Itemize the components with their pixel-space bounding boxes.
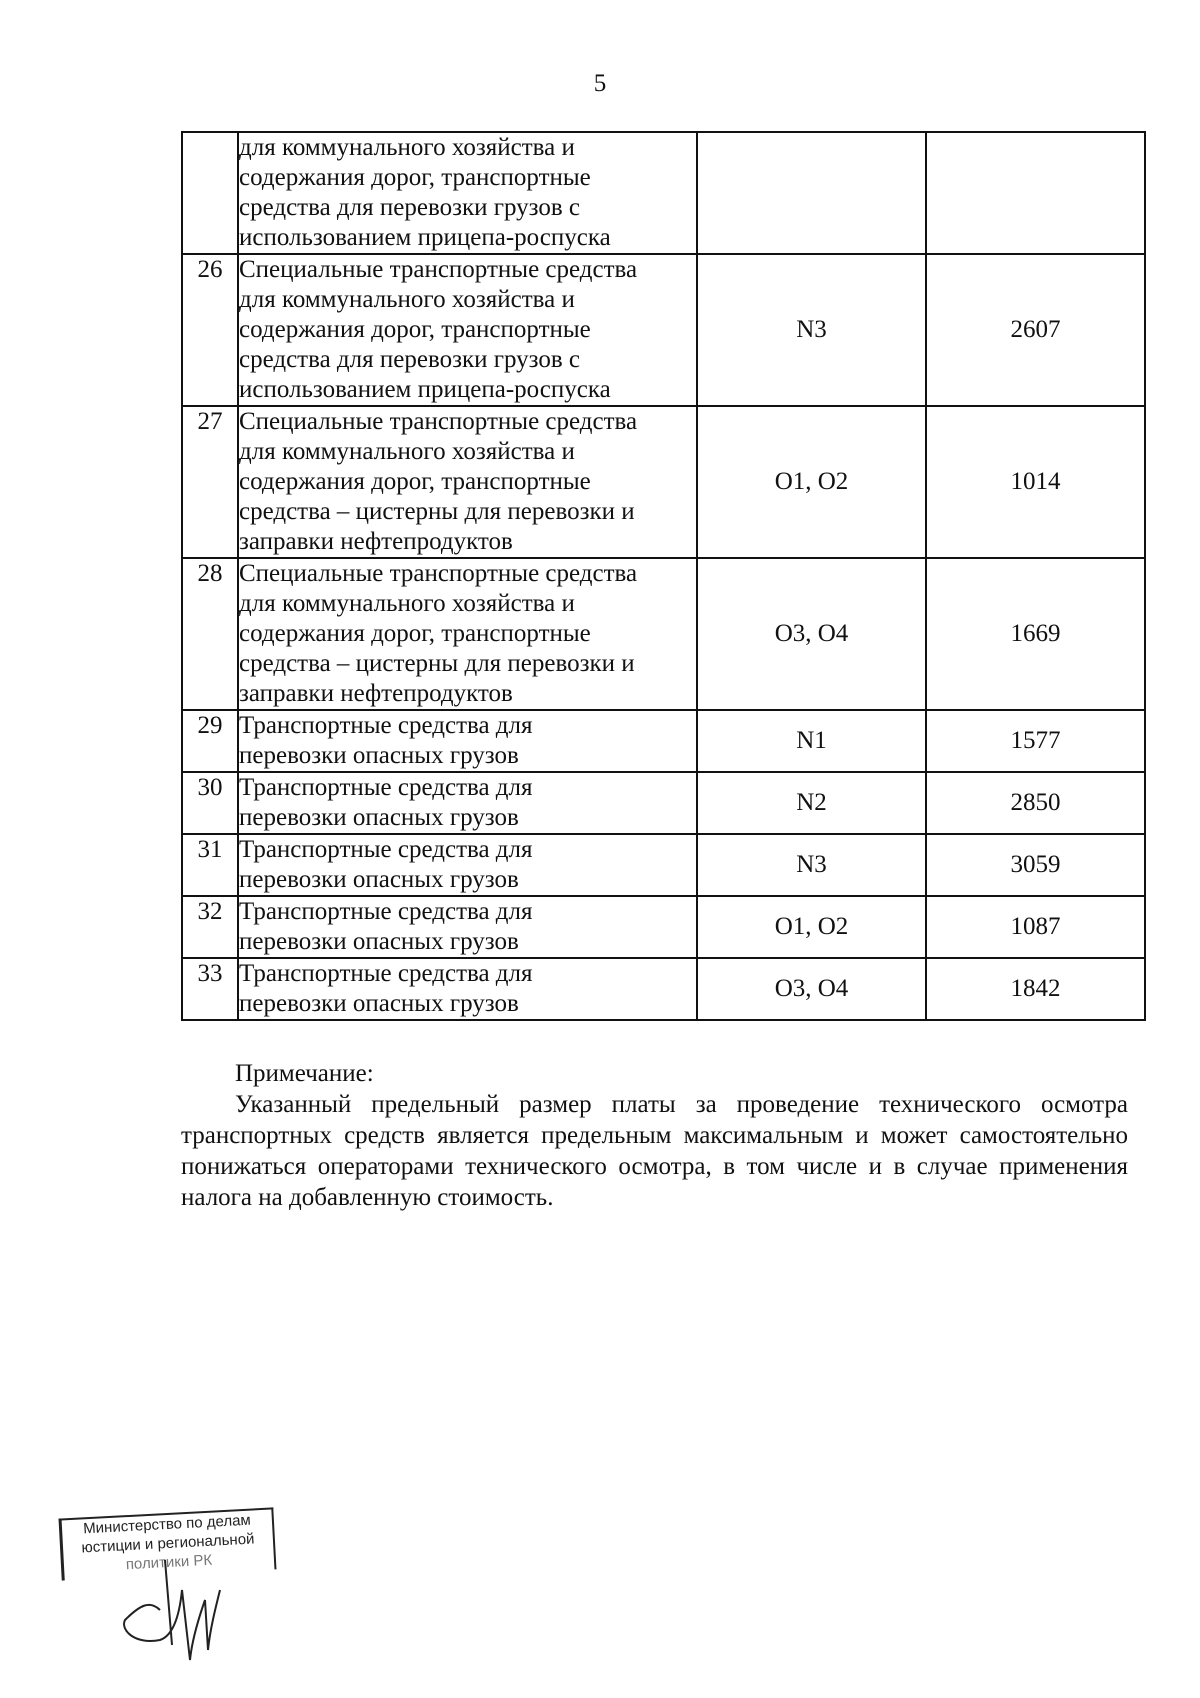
vehicle-type-line: для коммунального хозяйства и	[239, 134, 575, 161]
vehicle-type-cell	[238, 558, 697, 710]
row-number: 33	[182, 958, 238, 1020]
table-row	[182, 772, 1145, 834]
table-row	[182, 958, 1145, 1020]
fee-cell: 2850	[926, 772, 1145, 834]
fee-table-body	[182, 132, 1145, 1020]
vehicle-type-line: средства для перевозки грузов с	[239, 194, 581, 221]
vehicle-type-line: Транспортные средства для	[239, 836, 533, 863]
note-text: Указанный предельный размер платы за проведение технического осмотра транспортных средств является предельным максимальным и может самостоятельно понижаться операторами технического осмотра, в том числе и в случае применения налога на добавленную стоимость.	[181, 1091, 1128, 1211]
fee-cell: 1842	[926, 958, 1145, 1020]
row-number: 29	[182, 710, 238, 772]
vehicle-type-line: перевозки опасных грузов	[239, 928, 519, 955]
page-number: 5	[593, 70, 607, 97]
vehicle-type-cell	[238, 710, 697, 772]
vehicle-category-cell: N2	[697, 772, 926, 834]
vehicle-category-cell: N3	[697, 254, 926, 406]
fee-cell: 1087	[926, 896, 1145, 958]
signature-icon	[120, 1550, 240, 1690]
vehicle-category-cell: N3	[697, 834, 926, 896]
fee-table	[181, 131, 1146, 1021]
vehicle-type-line: использованием прицепа-роспуска	[239, 224, 611, 251]
vehicle-type-cell	[238, 132, 697, 254]
row-number: 32	[182, 896, 238, 958]
vehicle-type-line: заправки нефтепродуктов	[239, 528, 513, 555]
table-row	[182, 406, 1145, 558]
table-row	[182, 558, 1145, 710]
row-number: 31	[182, 834, 238, 896]
vehicle-category-cell	[697, 132, 926, 254]
vehicle-type-line: Специальные транспортные средства	[239, 408, 638, 435]
vehicle-type-cell	[238, 896, 697, 958]
vehicle-type-line: содержания дорог, транспортные	[239, 620, 591, 647]
vehicle-category-cell: O3, O4	[697, 558, 926, 710]
vehicle-type-line: средства – цистерны для перевозки и	[239, 498, 635, 525]
stamp-line-2: юстиции и региональной	[81, 1530, 255, 1557]
row-number: 30	[182, 772, 238, 834]
note-title: Примечание:	[235, 1060, 374, 1087]
table-row	[182, 254, 1145, 406]
stamp-line-1: Министерство по делам	[82, 1511, 252, 1538]
vehicle-type-line: содержания дорог, транспортные	[239, 316, 591, 343]
fee-cell: 3059	[926, 834, 1145, 896]
fee-cell: 1014	[926, 406, 1145, 558]
stamp-line-3: политики РК	[125, 1551, 213, 1574]
vehicle-type-line: содержания дорог, транспортные	[239, 164, 591, 191]
vehicle-type-line: содержания дорог, транспортные	[239, 468, 591, 495]
table-row	[182, 132, 1145, 254]
fee-cell: 1577	[926, 710, 1145, 772]
vehicle-type-line: заправки нефтепродуктов	[239, 680, 513, 707]
vehicle-type-cell	[238, 834, 697, 896]
vehicle-type-line: перевозки опасных грузов	[239, 990, 519, 1017]
vehicle-type-line: перевозки опасных грузов	[239, 866, 519, 893]
vehicle-type-line: Транспортные средства для	[239, 774, 533, 801]
vehicle-type-cell	[238, 254, 697, 406]
vehicle-category-cell: N1	[697, 710, 926, 772]
vehicle-type-cell	[238, 772, 697, 834]
table-row	[182, 896, 1145, 958]
table-row	[182, 834, 1145, 896]
vehicle-category-cell: O3, O4	[697, 958, 926, 1020]
vehicle-type-line: для коммунального хозяйства и	[239, 438, 575, 465]
vehicle-type-line: перевозки опасных грузов	[239, 742, 519, 769]
vehicle-type-line: Специальные транспортные средства	[239, 560, 638, 587]
vehicle-type-line: средства для перевозки грузов с	[239, 346, 581, 373]
vehicle-type-line: использованием прицепа-роспуска	[239, 376, 611, 403]
row-number	[182, 132, 238, 254]
fee-cell: 1669	[926, 558, 1145, 710]
vehicle-type-line: перевозки опасных грузов	[239, 804, 519, 831]
vehicle-category-cell: O1, O2	[697, 896, 926, 958]
note-section	[181, 1058, 1128, 1213]
row-number: 28	[182, 558, 238, 710]
vehicle-type-line: Специальные транспортные средства	[239, 256, 638, 283]
vehicle-type-cell	[238, 958, 697, 1020]
vehicle-type-line: Транспортные средства для	[239, 898, 533, 925]
table-row	[182, 710, 1145, 772]
vehicle-type-line: средства – цистерны для перевозки и	[239, 650, 635, 677]
row-number: 27	[182, 406, 238, 558]
fee-cell	[926, 132, 1145, 254]
vehicle-type-cell	[238, 406, 697, 558]
vehicle-category-cell: O1, O2	[697, 406, 926, 558]
row-number: 26	[182, 254, 238, 406]
vehicle-type-line: Транспортные средства для	[239, 712, 533, 739]
vehicle-type-line: Транспортные средства для	[239, 960, 533, 987]
vehicle-type-line: для коммунального хозяйства и	[239, 286, 575, 313]
fee-cell: 2607	[926, 254, 1145, 406]
vehicle-type-line: для коммунального хозяйства и	[239, 590, 575, 617]
